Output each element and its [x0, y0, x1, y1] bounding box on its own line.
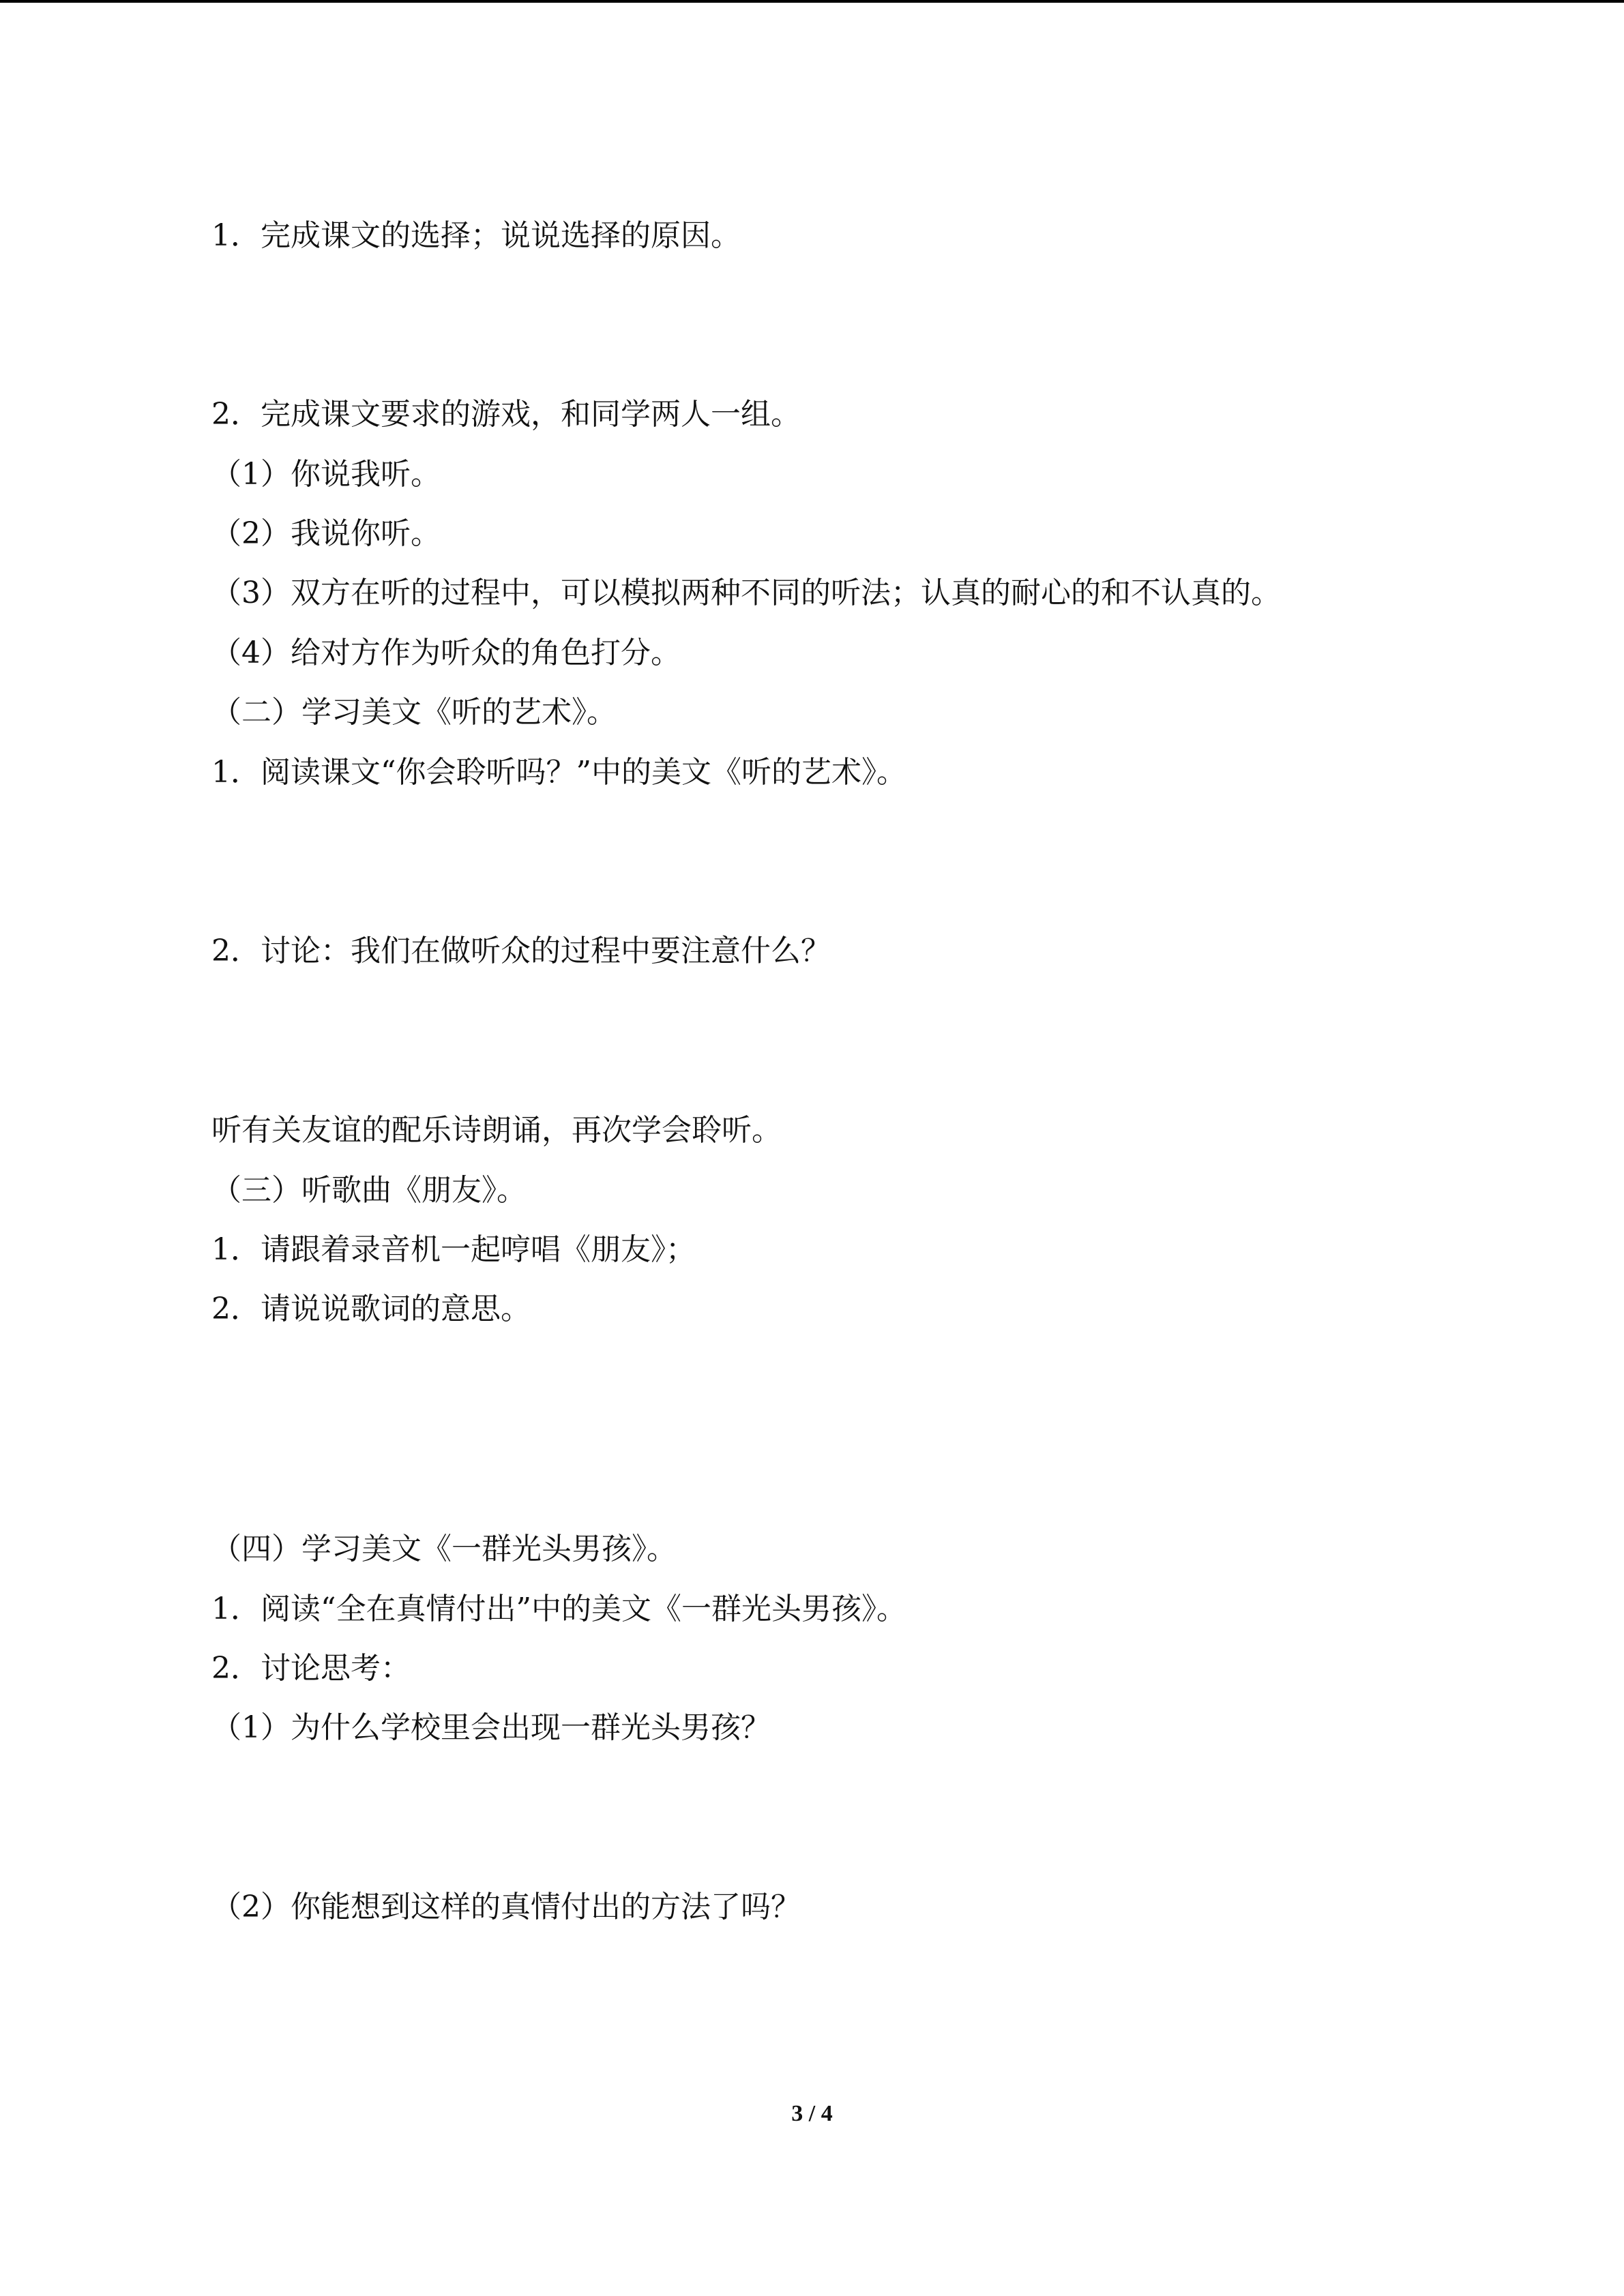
text-line-8: 1．阅读课文“你会聆听吗？”中的美文《听的艺术》。 [211, 755, 906, 790]
page-number: 3 / 4 [791, 2101, 833, 2126]
section-heading-3: （三）听歌曲《朋友》。 [211, 1173, 527, 1208]
text-line-12: 1．请跟着录音机一起哼唱《朋友》； [211, 1232, 696, 1267]
text-line-2: 2．完成课文要求的游戏，和同学两人一组。 [211, 397, 801, 432]
text-line-17: （1）为什么学校里会出现一群光头男孩？ [211, 1710, 771, 1745]
text-line-9: 2．讨论：我们在做听众的过程中要注意什么？ [211, 934, 831, 968]
text-line-10: 听有关友谊的配乐诗朗诵，再次学会聆听。 [211, 1113, 782, 1148]
text-line-3: （1）你说我听。 [211, 457, 441, 492]
text-line-15: 1．阅读“全在真情付出”中的美文《一群光头男孩》。 [211, 1592, 906, 1626]
text-line-6: （4）给对方作为听众的角色打分。 [211, 636, 681, 670]
text-line-13: 2．请说说歌词的意思。 [211, 1292, 531, 1326]
text-line-4: （2）我说你听。 [211, 516, 441, 551]
text-line-5: （3）双方在听的过程中，可以模拟两种不同的听法；认真的耐心的和不认真的。 [211, 576, 1281, 610]
text-line-18: （2）你能想到这样的真情付出的方法了吗？ [211, 1890, 801, 1924]
section-heading-2: （二）学习美文《听的艺术》。 [211, 695, 617, 730]
text-line-16: 2．讨论思考： [211, 1651, 411, 1686]
top-border-line [0, 0, 1624, 3]
text-line-1: 1．完成课文的选择；说说选择的原因。 [211, 218, 741, 253]
section-heading-4: （四）学习美文《一群光头男孩》。 [211, 1532, 677, 1566]
